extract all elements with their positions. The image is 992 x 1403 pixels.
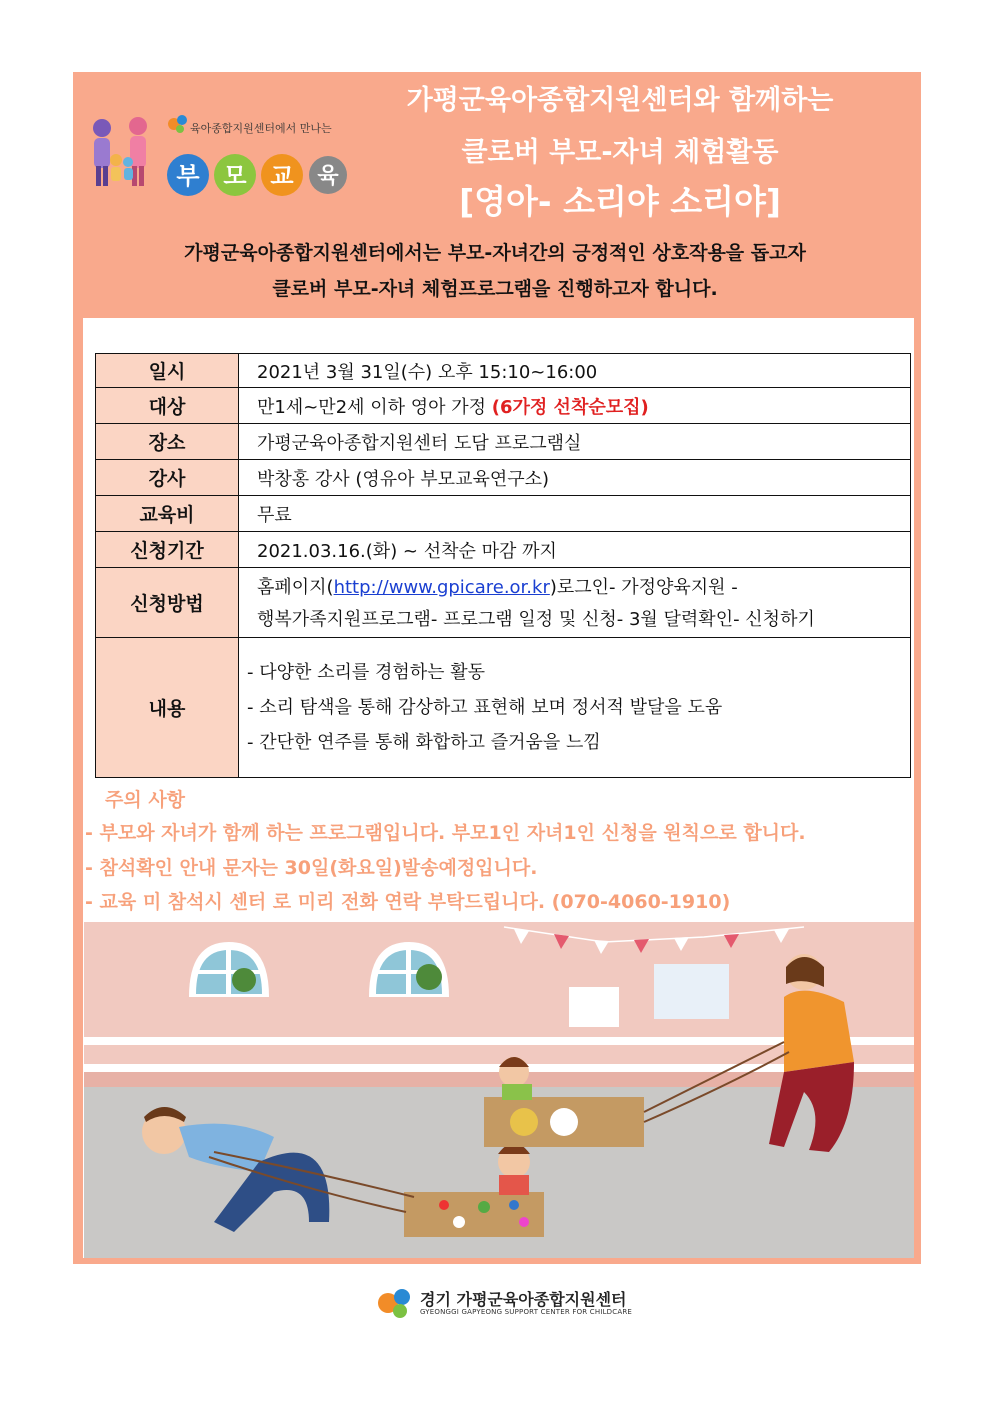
target-cell <box>239 388 911 424</box>
place-value: 가평군육아종합지원센터 도담 프로그램실 <box>239 424 911 460</box>
intro-line-1: 가평군육아종합지원센터에서는 부모-자녀간의 긍정적인 상호작용을 돕고자 <box>184 242 806 264</box>
cardboard-box-back <box>484 1097 644 1147</box>
logo-char-1: 부 <box>176 162 200 190</box>
method-line-1 <box>257 571 910 605</box>
table-row <box>96 638 911 778</box>
target-label: 대상 <box>96 388 239 424</box>
table-row <box>96 568 911 638</box>
logo-caption: 육아종합지원센터에서 만나는 <box>190 122 332 135</box>
notice-item-1: - 부모와 자녀가 함께 하는 프로그램입니다. 부모1인 자녀1인 신청을 원칙으로 합니다. <box>85 822 806 844</box>
method-cell <box>239 568 911 638</box>
table-row <box>96 496 911 532</box>
family-icon <box>93 117 147 186</box>
program-info-table <box>95 353 911 778</box>
intro-line-2: 클로버 부모-자녀 체험프로그램을 진행하고자 합니다. <box>272 278 718 300</box>
instructor-value: 박창홍 강사 (영유아 부모교육연구소) <box>239 460 911 496</box>
content-item: - 간단한 연주를 통해 화합하고 즐거움을 느낌 <box>247 732 601 753</box>
footer-center-subtitle: GYEONGGI GAPYEONG SUPPORT CENTER FOR CHILDCARE <box>420 1308 633 1316</box>
notice-title: 주의 사항 <box>105 789 186 811</box>
method-suffix: )로그인- 가정양육지원 - <box>549 576 738 598</box>
logo-char-4: 육 <box>317 164 339 189</box>
notice-item-2: - 참석확인 안내 문자는 30일(화요일)발송예정입니다. <box>85 857 538 879</box>
place-label: 장소 <box>96 424 239 460</box>
table-row <box>96 424 911 460</box>
fee-value: 무료 <box>239 496 911 532</box>
method-prefix: 홈페이지( <box>257 576 334 598</box>
homepage-link[interactable]: http://www.gpicare.or.kr <box>333 576 550 598</box>
date-label: 일시 <box>96 354 239 388</box>
content-label: 내용 <box>96 638 239 778</box>
family-play-illustration <box>84 922 914 1258</box>
child-front <box>498 1143 530 1195</box>
footer-center-name: 경기 가평군육아종합지원센터 <box>420 1290 627 1309</box>
parent-education-logo <box>88 110 348 200</box>
title-line-2: 클로버 부모-자녀 체험활동 <box>461 137 779 168</box>
period-value: 2021.03.16.(화) ~ 선착순 마감 까지 <box>239 532 911 568</box>
content-item: - 다양한 소리를 경험하는 활동 <box>247 662 486 683</box>
bear-poster <box>569 987 619 1027</box>
center-logo-icon <box>168 115 187 133</box>
target-highlight: (6가정 선착순모집) <box>491 396 649 418</box>
table-row <box>96 354 911 388</box>
instructor-label: 강사 <box>96 460 239 496</box>
notice-item-3: - 교육 미 참석시 센터 로 미리 전화 연락 부탁드립니다. (070-4060-1910) <box>85 891 731 913</box>
period-label: 신청기간 <box>96 532 239 568</box>
logo-char-3: 교 <box>270 162 294 190</box>
method-line-2: 행복가족지원프로그램- 프로그램 일정 및 신청- 3월 달력확인- 신청하기 <box>257 608 815 630</box>
content-item: - 소리 탐색을 통해 감상하고 표현해 보며 정서적 발달을 도움 <box>247 697 723 718</box>
table-row <box>96 460 911 496</box>
date-value: 2021년 3월 31일(수) 오후 15:10~16:00 <box>239 354 911 388</box>
content-cell <box>239 638 911 778</box>
table-row <box>96 532 911 568</box>
title-line-1: 가평군육아종합지원센터와 함께하는 <box>406 85 834 116</box>
table-row <box>96 388 911 424</box>
info-poster <box>654 964 729 1019</box>
method-label: 신청방법 <box>96 568 239 638</box>
title-line-3: [영아- 소리야 소리야] <box>459 182 781 221</box>
target-value: 만1세~만2세 이하 영아 가정 <box>257 396 492 418</box>
fee-label: 교육비 <box>96 496 239 532</box>
logo-char-2: 모 <box>223 162 247 190</box>
cardboard-box-front <box>404 1192 544 1237</box>
